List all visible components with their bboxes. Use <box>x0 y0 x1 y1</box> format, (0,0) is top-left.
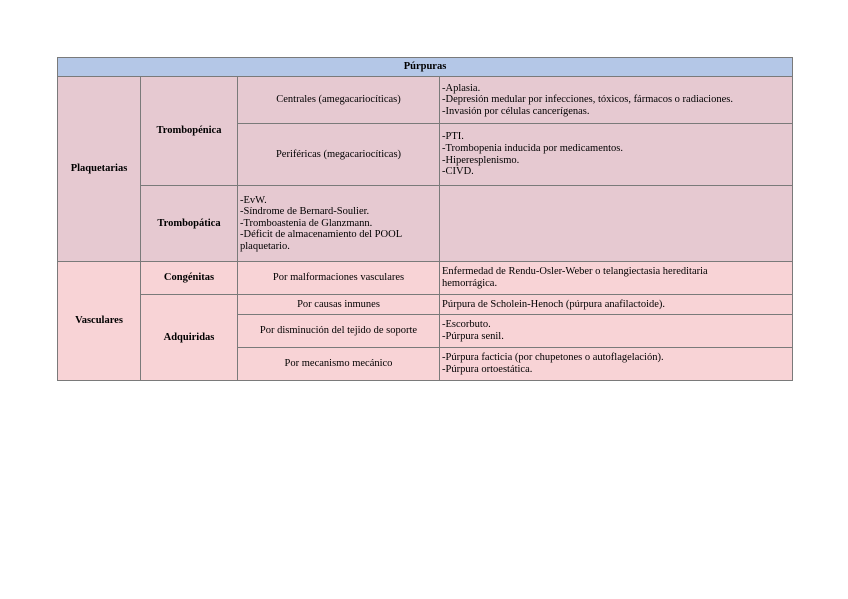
type-perifericas: Periféricas (megacariocíticas) <box>238 124 440 186</box>
type-mecanico: Por mecanismo mecánico <box>238 348 440 381</box>
desc-inmunes <box>440 295 793 315</box>
type-inmunes: Por causas inmunes <box>238 295 440 315</box>
group-vasculares: Vasculares <box>58 262 141 381</box>
desc-mecanico <box>440 348 793 381</box>
table-row <box>58 77 793 124</box>
desc-line: -Síndrome de Bernard-Soulier. <box>240 206 370 218</box>
group-plaquetarias: Plaquetarias <box>58 77 141 262</box>
type-centrales: Centrales (amegacariocíticas) <box>238 77 440 124</box>
desc-line: -Déficit de almacenamiento del POOL <box>240 229 403 241</box>
desc-line: -Púrpura ortoestática. <box>442 364 533 375</box>
desc-line: -EvW. <box>240 194 267 206</box>
desc-trombopatica <box>238 186 440 262</box>
desc-line: -Trombopenia inducida por medicamentos. <box>442 142 623 154</box>
empty-cell <box>440 186 793 262</box>
desc-line: -Púrpura facticia (por chupetones o autoflagelación). <box>442 352 664 364</box>
table-row <box>58 186 793 262</box>
desc-line: plaquetario. <box>240 240 290 252</box>
table-title-row <box>58 58 793 77</box>
subgroup-congenitas: Congénitas <box>141 262 238 295</box>
desc-line: -PTI. <box>442 131 464 143</box>
desc-line: -Púrpura senil. <box>442 331 504 342</box>
desc-line: Enfermedad de Rendu-Osler-Weber o telangiectasia hereditaria <box>442 266 708 278</box>
desc-line: Púrpura de Scholein-Henoch (púrpura anafilactoide). <box>442 298 666 310</box>
subgroup-adquiridas: Adquiridas <box>141 295 238 381</box>
type-malformaciones: Por malformaciones vasculares <box>238 262 440 295</box>
desc-centrales <box>440 77 793 124</box>
desc-line: -Tromboastenia de Glanzmann. <box>240 217 373 229</box>
subgroup-trombopenica: Trombopénica <box>141 77 238 186</box>
subgroup-trombopatica: Trombopática <box>141 186 238 262</box>
desc-line: -Aplasia. <box>442 82 481 94</box>
desc-malformaciones <box>440 262 793 295</box>
table-row <box>58 262 793 295</box>
desc-line: -Escorbuto. <box>442 319 491 331</box>
desc-line: hemorrágica. <box>442 278 498 289</box>
desc-soporte <box>440 315 793 348</box>
desc-line: -Invasión por células cancerígenas. <box>442 105 590 117</box>
purpuras-table <box>57 57 793 381</box>
table-title: Púrpuras <box>58 58 793 77</box>
desc-line: -CIVD. <box>442 166 474 178</box>
desc-line: -Hiperesplenismo. <box>442 154 520 166</box>
desc-line: -Depresión medular por infecciones, tóxicos, fármacos o radiaciones. <box>442 94 733 106</box>
desc-perifericas <box>440 124 793 186</box>
table-row <box>58 295 793 315</box>
type-soporte: Por disminución del tejido de soporte <box>238 315 440 348</box>
